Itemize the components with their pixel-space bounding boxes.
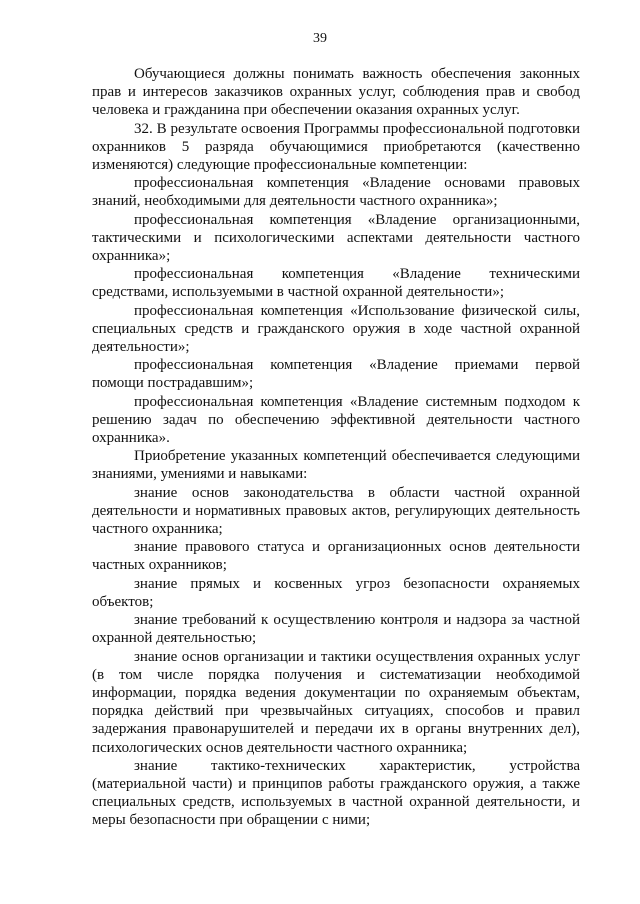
page-number: 39: [313, 31, 327, 46]
paragraph: профессиональная компетенция «Владение системным подходом к решению задач по обеспечению эффективной деятельности частного охранника».: [92, 393, 580, 447]
paragraph: знание основ организации и тактики осуществления охранных услуг (в том числе порядка получения и систематизации необходимой информации, порядка ведения документации по охраняемым объектам, порядка действий при чрезвычайных ситуациях, способов и правил задержания правонарушителей и передачи их в органы внутренних дел), психологических основ деятельности частного охранника;: [92, 648, 580, 756]
paragraph: знание основ законодательства в области частной охранной деятельности и нормативных правовых актов, регулирующих деятельность частного охранника;: [92, 484, 580, 538]
paragraph: профессиональная компетенция «Использование физической силы, специальных средств и гражданского оружия в ходе частной охранной деятельности»;: [92, 302, 580, 356]
paragraph: Приобретение указанных компетенций обеспечивается следующими знаниями, умениями и навыками:: [92, 448, 580, 483]
paragraph: 32. В результате освоения Программы профессиональной подготовки охранников 5 разряда обучающимися приобретаются (качественно изменяются) следующие профессиональные компетенции:: [92, 120, 580, 174]
paragraph: профессиональная компетенция «Владение организационными, тактическими и психологическими аспектами деятельности частного охранника»;: [92, 211, 580, 265]
paragraph: профессиональная компетенция «Владение техническими средствами, используемыми в частной охранной деятельности»;: [92, 266, 580, 301]
paragraph: знание прямых и косвенных угроз безопасности охраняемых объектов;: [92, 575, 580, 610]
paragraph: профессиональная компетенция «Владение приемами первой помощи пострадавшим»;: [92, 357, 580, 392]
paragraph: профессиональная компетенция «Владение основами правовых знаний, необходимыми для деятельности частного охранника»;: [92, 175, 580, 210]
paragraph: Обучающиеся должны понимать важность обеспечения законных прав и интересов заказчиков охранных услуг, соблюдения прав и свобод человека и гражданина при обеспечении оказания охранных услуг.: [92, 66, 580, 119]
paragraph: знание тактико-технических характеристик, устройства (материальной части) и принципов работы гражданского оружия, а также специальных средств, используемых в частной охранной деятельности, и меры безопасности при обращении с ними;: [92, 757, 580, 829]
paragraph: знание правового статуса и организационных основ деятельности частных охранников;: [92, 539, 580, 574]
paragraph: знание требований к осуществлению контроля и надзора за частной охранной деятельностью;: [92, 612, 580, 647]
page-body: [92, 65, 580, 830]
